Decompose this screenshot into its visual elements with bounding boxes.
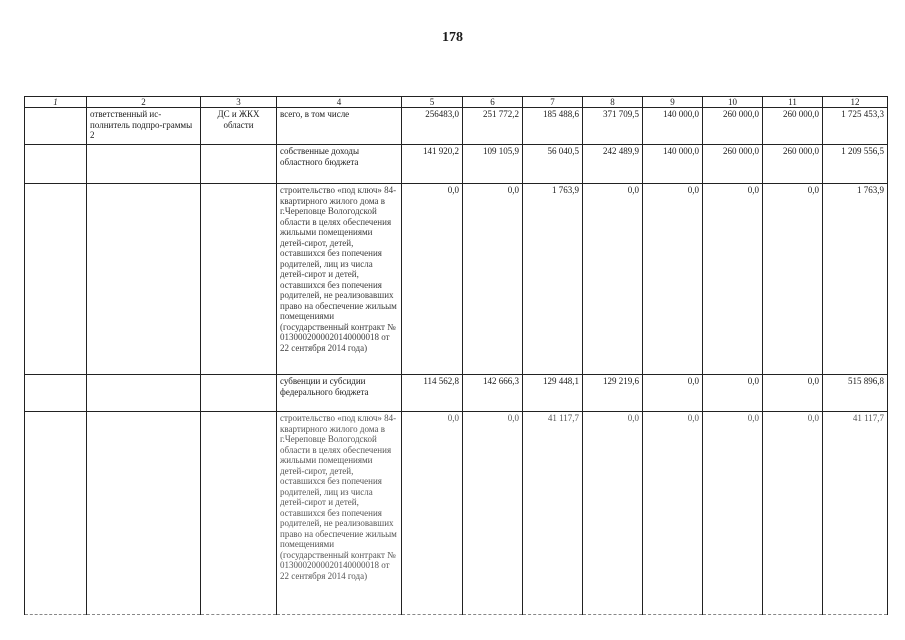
column-header: 1: [25, 97, 87, 108]
value-cell: 129 219,6: [583, 375, 643, 412]
budget-table: [24, 96, 888, 615]
column-header: 6: [463, 97, 523, 108]
total-cell: 1 209 556,5: [823, 145, 888, 184]
total-cell: 1 725 453,3: [823, 108, 888, 145]
column-header: 12: [823, 97, 888, 108]
value-cell: 1 763,9: [523, 184, 583, 375]
value-cell: 0,0: [402, 184, 463, 375]
project-description-cell: строительство «под ключ» 84-квартирного жилого дома в г.Череповце Вологодской области в целях обеспечения жильыми помещениями детей-сирот, детей, оставшихся без попечения родителей, лиц из числа детей-сирот и детей, оставшихся без попечения родителей, не реализовавших право на обеспечение жильым помещениями (государственный контракт № 0130002000020140000018 от 22 сентября 2014 года): [277, 412, 402, 615]
column-header: 5: [402, 97, 463, 108]
value-cell: 0,0: [463, 412, 523, 615]
value-cell: 0,0: [763, 412, 823, 615]
value-cell: 0,0: [763, 184, 823, 375]
column-header: 11: [763, 97, 823, 108]
table-cell: [25, 375, 87, 412]
table-row: [25, 184, 888, 375]
value-cell: 0,0: [583, 184, 643, 375]
table-cell: [201, 375, 277, 412]
column-number-row: [25, 97, 888, 108]
value-cell: 0,0: [703, 412, 763, 615]
column-header: 2: [87, 97, 201, 108]
value-cell: 185 488,6: [523, 108, 583, 145]
column-header: 3: [201, 97, 277, 108]
table-cell: [201, 145, 277, 184]
table-cell: [87, 184, 201, 375]
funding-source-cell: субвенции и субсидии федерального бюджета: [277, 375, 402, 412]
column-header: 9: [643, 97, 703, 108]
value-cell: 0,0: [463, 184, 523, 375]
table-cell: [201, 412, 277, 615]
value-cell: 0,0: [763, 375, 823, 412]
value-cell: 141 920,2: [402, 145, 463, 184]
value-cell: 140 000,0: [643, 145, 703, 184]
value-cell: 0,0: [703, 184, 763, 375]
value-cell: 0,0: [643, 184, 703, 375]
value-cell: 256483,0: [402, 108, 463, 145]
funding-source-cell: собственные доходы областного бюджета: [277, 145, 402, 184]
table-cell: [25, 145, 87, 184]
value-cell: 260 000,0: [703, 145, 763, 184]
table-cell: [25, 184, 87, 375]
table-cell: [25, 412, 87, 615]
table-cell: [25, 108, 87, 145]
funding-source-cell: всего, в том числе: [277, 108, 402, 145]
total-cell: 515 896,8: [823, 375, 888, 412]
table-cell: [201, 184, 277, 375]
value-cell: 0,0: [703, 375, 763, 412]
value-cell: 251 772,2: [463, 108, 523, 145]
table-row: [25, 108, 888, 145]
value-cell: 260 000,0: [703, 108, 763, 145]
value-cell: 114 562,8: [402, 375, 463, 412]
value-cell: 260 000,0: [763, 145, 823, 184]
value-cell: 142 666,3: [463, 375, 523, 412]
total-cell: 41 117,7: [823, 412, 888, 615]
column-header: 4: [277, 97, 402, 108]
value-cell: 56 040,5: [523, 145, 583, 184]
table-cell: [87, 375, 201, 412]
table-row: [25, 145, 888, 184]
value-cell: 41 117,7: [523, 412, 583, 615]
value-cell: 129 448,1: [523, 375, 583, 412]
total-cell: 1 763,9: [823, 184, 888, 375]
value-cell: 371 709,5: [583, 108, 643, 145]
value-cell: 0,0: [643, 375, 703, 412]
table-cell: [87, 412, 201, 615]
column-header: 7: [523, 97, 583, 108]
table-row: [25, 412, 888, 615]
table-row: [25, 375, 888, 412]
value-cell: 0,0: [583, 412, 643, 615]
responsible-executor-cell: ответственный ис-полнитель подпро-граммы 2: [87, 108, 201, 145]
value-cell: 0,0: [643, 412, 703, 615]
table-cell: [87, 145, 201, 184]
value-cell: 260 000,0: [763, 108, 823, 145]
column-header: 8: [583, 97, 643, 108]
page-number: 178: [442, 30, 463, 45]
project-description-cell: строительство «под ключ» 84-квартирного жилого дома в г.Череповце Вологодской области в целях обеспечения жильыми помещениями детей-сирот, детей, оставшихся без попечения родителей, лиц из числа детей-сирот и детей, оставшихся без попечения родителей, не реализовавших право на обеспечение жильым помещениями (государственный контракт № 0130002000020140000018 от 22 сентября 2014 года): [277, 184, 402, 375]
value-cell: 140 000,0: [643, 108, 703, 145]
value-cell: 242 489,9: [583, 145, 643, 184]
value-cell: 0,0: [402, 412, 463, 615]
department-cell: ДС и ЖКХ области: [201, 108, 277, 145]
value-cell: 109 105,9: [463, 145, 523, 184]
column-header: 10: [703, 97, 763, 108]
